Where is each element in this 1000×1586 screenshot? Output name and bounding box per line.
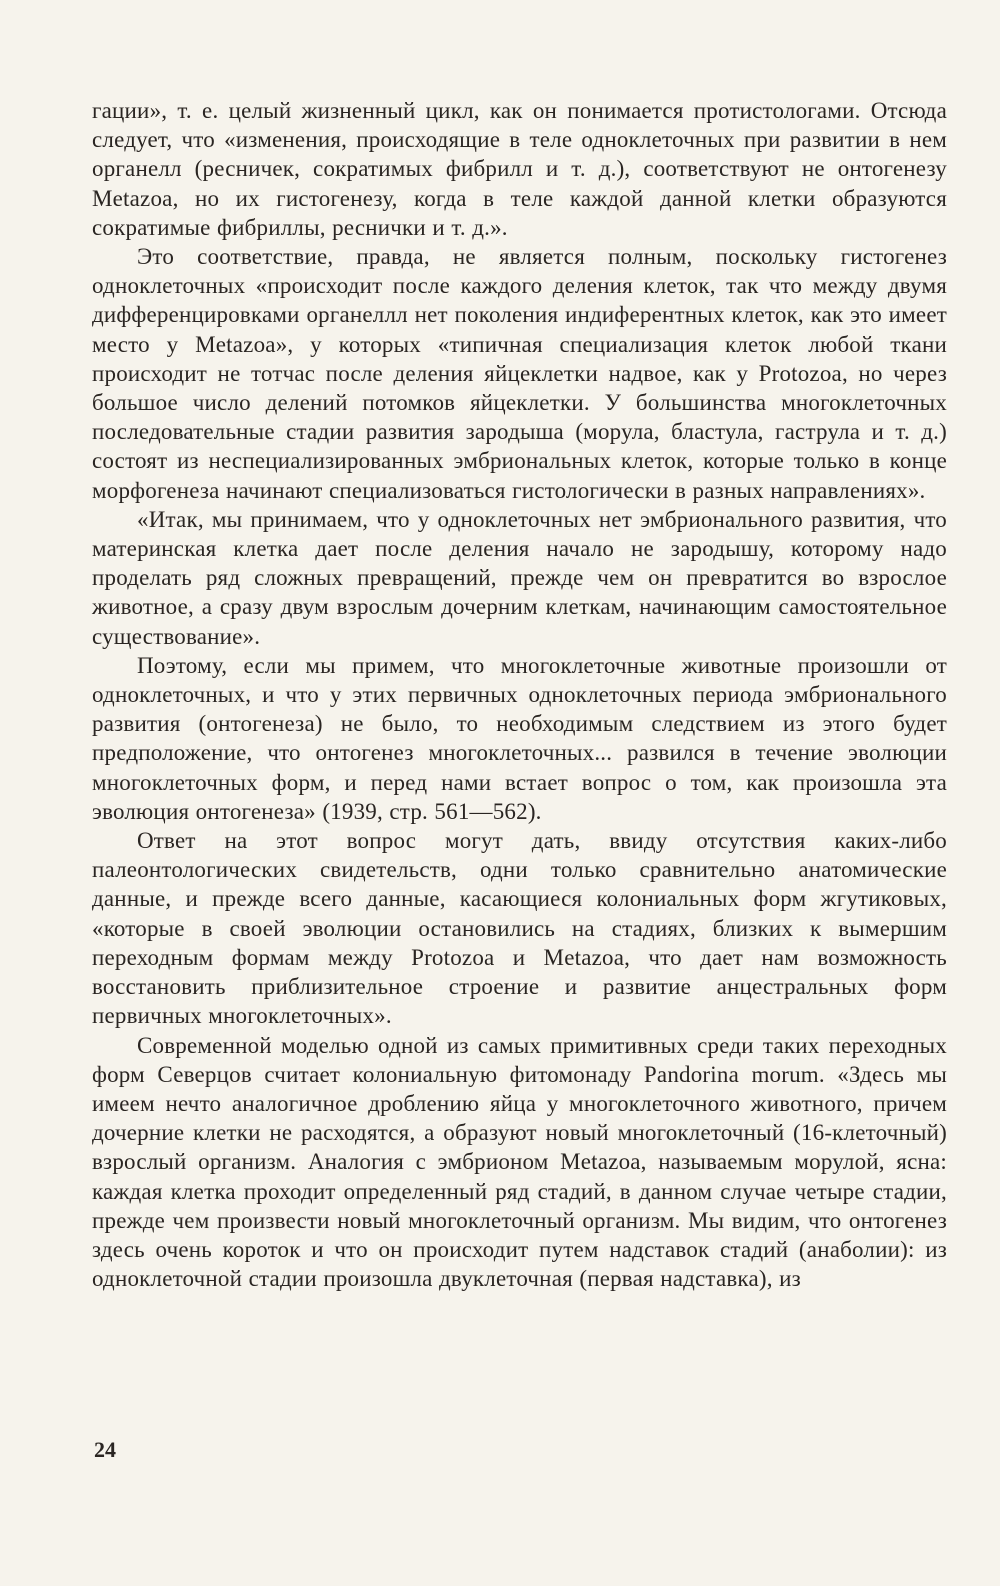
- paragraph-6: Современной моделью одной из самых примитивных среди таких переходных форм Северцов считает колониальную фитомонаду Pandorina morum. «Здесь мы имеем нечто аналогичное дроблению яйца у многоклеточного животного, причем дочерние клетки не расходятся, а образуют новый многоклеточный (16-клеточный) взрослый организм. Аналогия с эмбрионом Metazoa, называемым морулой, ясна: каждая клетка проходит определенный ряд стадий, в данном случае четыре стадии, прежде чем произвести новый многоклеточный организм. Мы видим, что онтогенез здесь очень короток и что он происходит путем надставок стадий (анаболии): из одноклеточной стадии произошла двуклеточная (первая надставка), из: [92, 1032, 947, 1292]
- paragraph-1: гации», т. е. целый жизненный цикл, как он понимается протистологами. Отсюда следует, что «изменения, происходящие в теле одноклеточных при развитии в нем органелл (ресничек, сократимых фибрилл и т. д.), соответствуют не онтогенезу Metazoa, но их гистогенезу, когда в теле каждой данной клетки образуются сократимые фибриллы, реснички и т. д.».: [92, 98, 947, 240]
- paragraph-4: Поэтому, если мы примем, что многоклеточные животные произошли от одноклеточных, и что у этих первичных одноклеточных периода эмбрионального развития (онтогенеза) не было, то необходимым следствием из этого будет предположение, что онтогенез многоклеточных... развился в течение эволюции многоклеточных форм, и перед нами встает вопрос о том, как произошла эта эволюция онтогенеза» (1939, стр. 561—562).: [92, 652, 947, 824]
- page-number: 24: [94, 1437, 116, 1462]
- body-text: [92, 96, 947, 1293]
- paragraph-2: Это соответствие, правда, не является полным, поскольку гистогенез одноклеточных «происходит после каждого деления клеток, так что между двумя дифференцировками органеллл нет поколения индиферентных клеток, как это имеет место у Metazoa», у которых «типичная специализация клеток любой ткани происходит не тотчас после деления яйцеклетки надвое, как у Protozoa, но через большое число делений потомков яйцеклетки. У большинства многоклеточных последовательные стадии развития зародыша (морула, бластула, гаструла и т. д.) состоят из неспециализированных эмбриональных клеток, которые только в конце морфогенеза начинают специализоваться гистологически в разных направлениях».: [92, 244, 947, 503]
- paragraph-5: Ответ на этот вопрос могут дать, ввиду отсутствия каких-либо палеонтологических свидетельств, одни только сравнительно анатомические данные, и прежде всего данные, касающиеся колониальных форм жгутиковых, «которые в своей эволюции остановились на стадиях, близких к вымершим переходным формам между Protozoa и Metazoa, что дает нам возможность восстановить приблизительное строение и развитие анцестральных форм первичных многоклеточных».: [92, 828, 947, 1029]
- paragraph-3: «Итак, мы принимаем, что у одноклеточных нет эмбрионального развития, что материнская клетка дает после деления начало не зародышу, которому надо проделать ряд сложных превращений, прежде чем он превратится во взрослое животное, а сразу двум взрослым дочерним клеткам, начинающим самостоятельное существование».: [92, 506, 947, 649]
